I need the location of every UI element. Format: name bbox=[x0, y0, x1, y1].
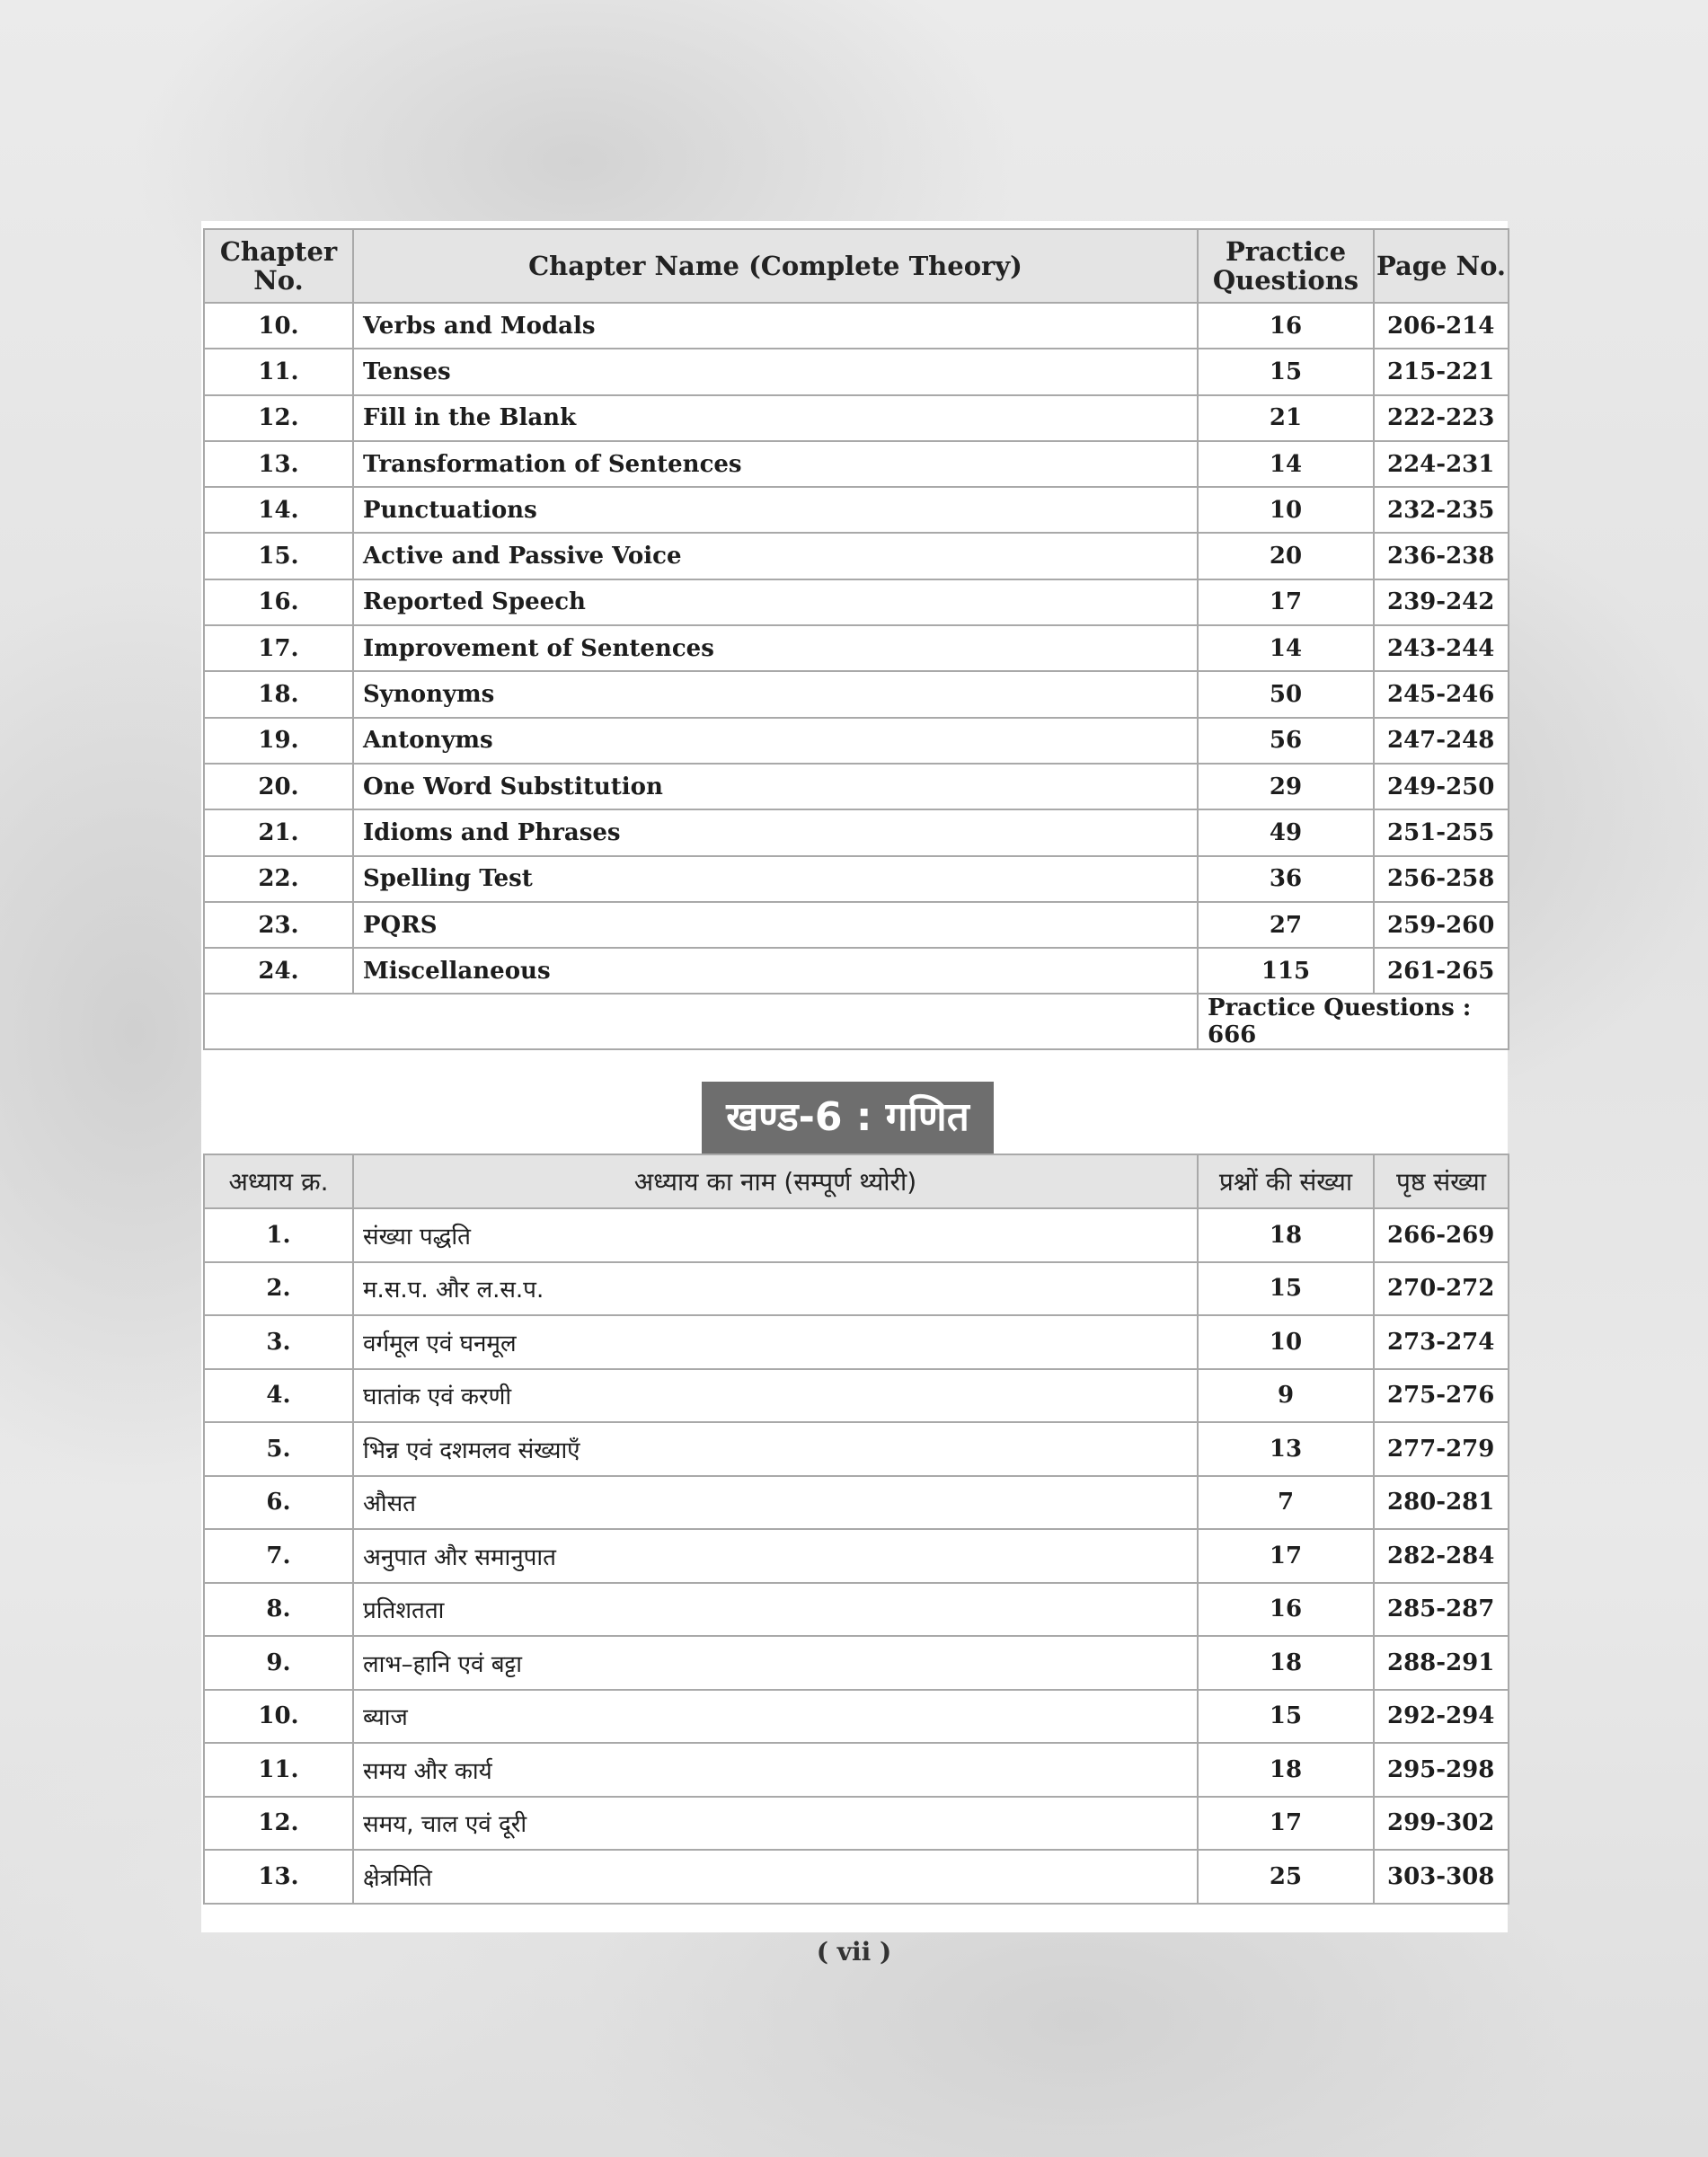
chapter-number: 14. bbox=[204, 487, 353, 533]
table-row bbox=[204, 718, 1509, 764]
question-count: 7 bbox=[1198, 1476, 1374, 1530]
chapter-name: Miscellaneous bbox=[353, 948, 1198, 994]
chapter-number: 16. bbox=[204, 579, 353, 625]
chapter-name: संख्या पद्धति bbox=[353, 1208, 1198, 1262]
question-count: 16 bbox=[1198, 303, 1374, 349]
table-header-row bbox=[204, 229, 1509, 303]
page-range: 295-298 bbox=[1374, 1743, 1509, 1797]
page-range: 299-302 bbox=[1374, 1797, 1509, 1851]
question-count: 17 bbox=[1198, 1529, 1374, 1583]
question-count: 27 bbox=[1198, 902, 1374, 948]
question-count: 20 bbox=[1198, 533, 1374, 579]
chapter-name: Reported Speech bbox=[353, 579, 1198, 625]
page-range: 251-255 bbox=[1374, 809, 1509, 855]
chapter-name: Antonyms bbox=[353, 718, 1198, 764]
table-header-row bbox=[204, 1154, 1509, 1208]
page-range: 236-238 bbox=[1374, 533, 1509, 579]
chapter-name: लाभ–हानि एवं बट्टा bbox=[353, 1636, 1198, 1690]
chapter-number: 21. bbox=[204, 809, 353, 855]
chapter-number: 9. bbox=[204, 1636, 353, 1690]
table-row bbox=[204, 1315, 1509, 1369]
table-row bbox=[204, 948, 1509, 994]
table-row bbox=[204, 303, 1509, 349]
chapter-name: ब्याज bbox=[353, 1690, 1198, 1744]
question-count: 18 bbox=[1198, 1208, 1374, 1262]
page-range: 280-281 bbox=[1374, 1476, 1509, 1530]
chapter-number: 18. bbox=[204, 671, 353, 717]
page-range: 259-260 bbox=[1374, 902, 1509, 948]
table-row bbox=[204, 1476, 1509, 1530]
table-row bbox=[204, 1208, 1509, 1262]
header-chapter-name: अध्याय का नाम (सम्पूर्ण थ्योरी) bbox=[353, 1154, 1198, 1208]
table-row bbox=[204, 1422, 1509, 1476]
page-range: 285-287 bbox=[1374, 1583, 1509, 1637]
table-row bbox=[204, 533, 1509, 579]
question-count: 49 bbox=[1198, 809, 1374, 855]
page-range: 303-308 bbox=[1374, 1850, 1509, 1904]
table-row bbox=[204, 1636, 1509, 1690]
chapter-number: 10. bbox=[204, 1690, 353, 1744]
question-count: 15 bbox=[1198, 1690, 1374, 1744]
chapter-number: 22. bbox=[204, 856, 353, 902]
chapter-number: 8. bbox=[204, 1583, 353, 1637]
page-range: 273-274 bbox=[1374, 1315, 1509, 1369]
header-practice-questions: Practice Questions bbox=[1198, 229, 1374, 303]
question-count: 16 bbox=[1198, 1583, 1374, 1637]
table-row bbox=[204, 1690, 1509, 1744]
chapter-number: 19. bbox=[204, 718, 353, 764]
chapter-number: 7. bbox=[204, 1529, 353, 1583]
chapter-number: 12. bbox=[204, 395, 353, 441]
chapter-number: 11. bbox=[204, 1743, 353, 1797]
chapter-name: Spelling Test bbox=[353, 856, 1198, 902]
page-range: 232-235 bbox=[1374, 487, 1509, 533]
chapter-number: 2. bbox=[204, 1262, 353, 1316]
table-row bbox=[204, 856, 1509, 902]
table-row bbox=[204, 625, 1509, 671]
chapter-number: 4. bbox=[204, 1369, 353, 1423]
chapter-number: 11. bbox=[204, 349, 353, 394]
chapter-name: अनुपात और समानुपात bbox=[353, 1529, 1198, 1583]
chapter-name: घातांक एवं करणी bbox=[353, 1369, 1198, 1423]
page-range: 256-258 bbox=[1374, 856, 1509, 902]
table-row bbox=[204, 809, 1509, 855]
chapter-name: Synonyms bbox=[353, 671, 1198, 717]
practice-questions-total: Practice Questions : 666 bbox=[1198, 994, 1509, 1049]
table-row bbox=[204, 441, 1509, 487]
total-row-spacer bbox=[204, 994, 1198, 1049]
question-count: 13 bbox=[1198, 1422, 1374, 1476]
table-row bbox=[204, 579, 1509, 625]
chapter-name: औसत bbox=[353, 1476, 1198, 1530]
header-practice-questions: प्रश्नों की संख्या bbox=[1198, 1154, 1374, 1208]
page-range: 206-214 bbox=[1374, 303, 1509, 349]
total-row bbox=[204, 994, 1509, 1049]
page-range: 288-291 bbox=[1374, 1636, 1509, 1690]
question-count: 21 bbox=[1198, 395, 1374, 441]
page-content-panel bbox=[201, 221, 1508, 1932]
question-count: 9 bbox=[1198, 1369, 1374, 1423]
question-count: 50 bbox=[1198, 671, 1374, 717]
chapter-name: क्षेत्रमिति bbox=[353, 1850, 1198, 1904]
chapter-name: Tenses bbox=[353, 349, 1198, 394]
section-heading-wrap bbox=[201, 1082, 1508, 1154]
page-range: 275-276 bbox=[1374, 1369, 1509, 1423]
chapter-number: 15. bbox=[204, 533, 353, 579]
chapter-name: समय और कार्य bbox=[353, 1743, 1198, 1797]
table-row bbox=[204, 487, 1509, 533]
table-row bbox=[204, 1797, 1509, 1851]
chapter-name: Idioms and Phrases bbox=[353, 809, 1198, 855]
chapter-name: Improvement of Sentences bbox=[353, 625, 1198, 671]
page-range: 292-294 bbox=[1374, 1690, 1509, 1744]
table-row bbox=[204, 764, 1509, 809]
question-count: 36 bbox=[1198, 856, 1374, 902]
table-row bbox=[204, 395, 1509, 441]
hindi-chapter-table bbox=[203, 1154, 1509, 1905]
chapter-name: One Word Substitution bbox=[353, 764, 1198, 809]
question-count: 17 bbox=[1198, 579, 1374, 625]
chapter-name: भिन्न एवं दशमलव संख्याएँ bbox=[353, 1422, 1198, 1476]
table-row bbox=[204, 1262, 1509, 1316]
chapter-number: 6. bbox=[204, 1476, 353, 1530]
table-row bbox=[204, 349, 1509, 394]
chapter-name: वर्गमूल एवं घनमूल bbox=[353, 1315, 1198, 1369]
chapter-number: 12. bbox=[204, 1797, 353, 1851]
question-count: 115 bbox=[1198, 948, 1374, 994]
chapter-number: 3. bbox=[204, 1315, 353, 1369]
page-range: 222-223 bbox=[1374, 395, 1509, 441]
question-count: 15 bbox=[1198, 349, 1374, 394]
page-range: 266-269 bbox=[1374, 1208, 1509, 1262]
chapter-number: 5. bbox=[204, 1422, 353, 1476]
page-range: 245-246 bbox=[1374, 671, 1509, 717]
question-count: 14 bbox=[1198, 441, 1374, 487]
section-title: खण्ड-6 : गणित bbox=[702, 1082, 994, 1154]
chapter-number: 13. bbox=[204, 441, 353, 487]
header-chapter-no: Chapter No. bbox=[204, 229, 353, 303]
question-count: 18 bbox=[1198, 1743, 1374, 1797]
header-chapter-no: अध्याय क्र. bbox=[204, 1154, 353, 1208]
page-range: 239-242 bbox=[1374, 579, 1509, 625]
page-range: 277-279 bbox=[1374, 1422, 1509, 1476]
page-number: ( vii ) bbox=[816, 1937, 892, 1967]
question-count: 56 bbox=[1198, 718, 1374, 764]
chapter-number: 17. bbox=[204, 625, 353, 671]
page-range: 247-248 bbox=[1374, 718, 1509, 764]
header-chapter-name: Chapter Name (Complete Theory) bbox=[353, 229, 1198, 303]
table-row bbox=[204, 1743, 1509, 1797]
page-range: 249-250 bbox=[1374, 764, 1509, 809]
chapter-name: Fill in the Blank bbox=[353, 395, 1198, 441]
chapter-name: PQRS bbox=[353, 902, 1198, 948]
chapter-number: 10. bbox=[204, 303, 353, 349]
table-row bbox=[204, 1850, 1509, 1904]
page-range: 215-221 bbox=[1374, 349, 1509, 394]
chapter-number: 24. bbox=[204, 948, 353, 994]
chapter-number: 1. bbox=[204, 1208, 353, 1262]
question-count: 18 bbox=[1198, 1636, 1374, 1690]
table-row bbox=[204, 1369, 1509, 1423]
table-row bbox=[204, 1529, 1509, 1583]
chapter-name: Transformation of Sentences bbox=[353, 441, 1198, 487]
chapter-name: समय, चाल एवं दूरी bbox=[353, 1797, 1198, 1851]
chapter-name: म.स.प. और ल.स.प. bbox=[353, 1262, 1198, 1316]
chapter-name: Punctuations bbox=[353, 487, 1198, 533]
table-row bbox=[204, 671, 1509, 717]
page-range: 243-244 bbox=[1374, 625, 1509, 671]
header-page-no: Page No. bbox=[1374, 229, 1509, 303]
question-count: 10 bbox=[1198, 487, 1374, 533]
chapter-name: प्रतिशतता bbox=[353, 1583, 1198, 1637]
chapter-name: Verbs and Modals bbox=[353, 303, 1198, 349]
question-count: 25 bbox=[1198, 1850, 1374, 1904]
chapter-number: 13. bbox=[204, 1850, 353, 1904]
header-page-no: पृष्ठ संख्या bbox=[1374, 1154, 1509, 1208]
page-range: 261-265 bbox=[1374, 948, 1509, 994]
page-range: 282-284 bbox=[1374, 1529, 1509, 1583]
question-count: 10 bbox=[1198, 1315, 1374, 1369]
english-chapter-table bbox=[203, 228, 1509, 1050]
table-row bbox=[204, 902, 1509, 948]
table-row bbox=[204, 1583, 1509, 1637]
chapter-name: Active and Passive Voice bbox=[353, 533, 1198, 579]
chapter-number: 20. bbox=[204, 764, 353, 809]
question-count: 14 bbox=[1198, 625, 1374, 671]
chapter-number: 23. bbox=[204, 902, 353, 948]
question-count: 17 bbox=[1198, 1797, 1374, 1851]
page-range: 270-272 bbox=[1374, 1262, 1509, 1316]
page-range: 224-231 bbox=[1374, 441, 1509, 487]
question-count: 29 bbox=[1198, 764, 1374, 809]
question-count: 15 bbox=[1198, 1262, 1374, 1316]
